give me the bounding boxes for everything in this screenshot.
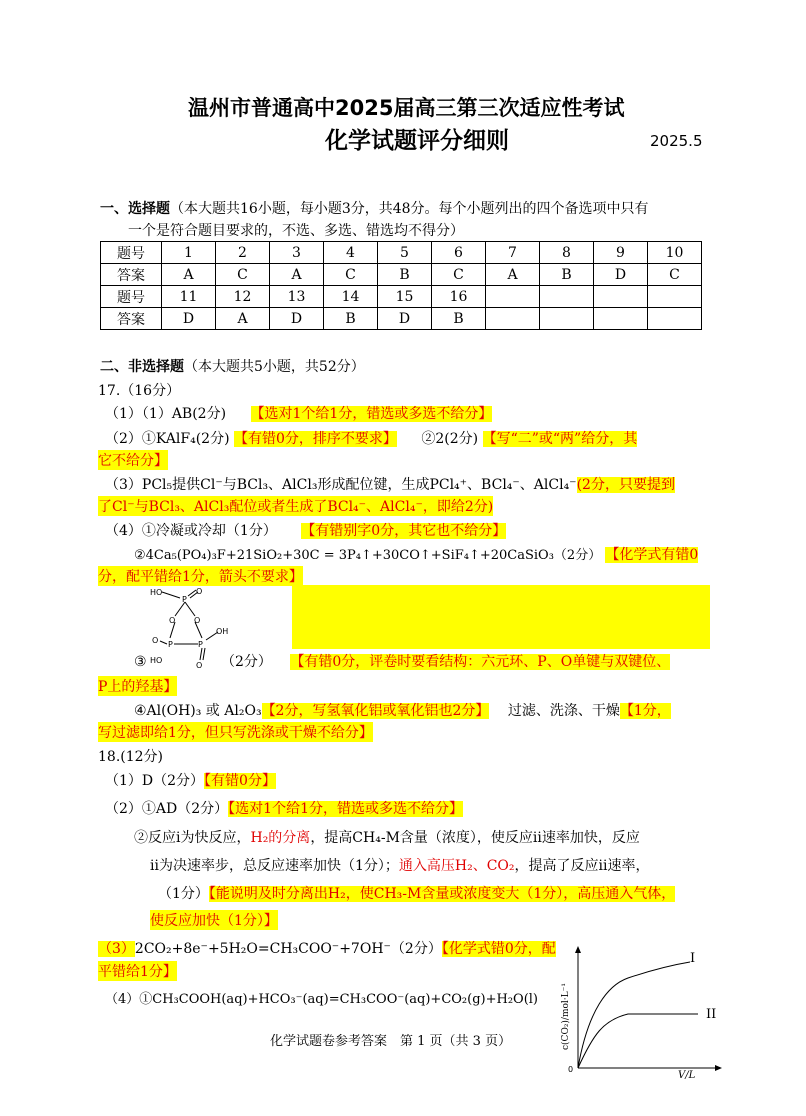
q17-label: 17.（16分） [98, 383, 181, 399]
q17-p3-note2: 了Cl⁻与BCl₃、AlCl₃配位或者生成了BCl₄⁻、AlCl₄⁻，即给2分) [98, 496, 493, 516]
table-cell: C [648, 264, 702, 286]
q18-label: 18.(12分) [98, 749, 164, 765]
q17-p4-note2: 【化学式有错0 [605, 547, 699, 563]
q17-p2-note3: 它不给分】 [98, 450, 168, 470]
q18-part2 [105, 798, 463, 818]
struct-label-p: P [198, 640, 203, 649]
table-cell: D [378, 308, 432, 330]
q17-p2-answer: （2）①KAlF₄(2分) [105, 431, 230, 447]
q18-part3 [98, 938, 556, 958]
q17-part4d [134, 700, 671, 720]
q17-p3-answer: （3）PCl₅提供Cl⁻与BCl₃、AlCl₃形成配位键，生成PCl₄⁺、BCl₄⁻、AlCl₄⁻ [105, 477, 577, 493]
q17-part3 [105, 474, 675, 494]
table-cell: B [324, 308, 378, 330]
section1-desc2: 一个是符合题目要求的，不选、多选、错选均不得分） [128, 223, 464, 239]
table-cell [486, 286, 540, 308]
table-cell: B [540, 264, 594, 286]
q18-p1-note: 【有错0分】 [204, 773, 276, 789]
table-cell [648, 308, 702, 330]
section1-heading: 一、选择题 [100, 201, 170, 217]
q18-p2-key1: H₂的分离 [250, 830, 311, 846]
table-cell: 题号 [101, 286, 162, 308]
section2-desc: （本大题共5小题，共52分） [184, 359, 365, 375]
table-cell: 3 [270, 242, 324, 264]
co2-chart [548, 940, 728, 1080]
q18-p2-key2: 通入高压H₂、CO₂ [398, 858, 515, 874]
q17-p4-note8: 写过滤即给1分，但只写洗涤或干燥不给分】 [98, 722, 373, 742]
q17-p3-note1: (2分，只要提到 [576, 477, 675, 493]
q17-p2-answer2: ②2(2分) [421, 431, 479, 447]
y-axis-label: c(CO₂)/mol·L⁻¹ [561, 983, 571, 1050]
table-cell: 8 [540, 242, 594, 264]
q17-p4-equation: ②4Ca₅(PO₄)₃F+21SiO₂+30C = 3P₄↑+30CO↑+SiF₄↑+20CaSiO₃（2分） [134, 548, 602, 563]
table-row [101, 264, 702, 286]
q18-p2-line2 [150, 855, 649, 875]
table-row [101, 242, 702, 264]
table-cell: D [162, 308, 216, 330]
table-cell: A [216, 308, 270, 330]
table-cell: 9 [594, 242, 648, 264]
table-cell [486, 308, 540, 330]
table-cell: 16 [432, 286, 486, 308]
q17-part1 [105, 403, 492, 423]
struct-label-o: O [196, 661, 203, 668]
q17-p4-note4: 【有错0分，评卷时要看结构：六元环、P、O单键与双键位、 [290, 654, 671, 670]
table-cell: 7 [486, 242, 540, 264]
series-label-II: II [706, 1007, 717, 1022]
q17-p4-note6: 【2分，写氢氧化铝或氧化铝也2分】 [261, 703, 490, 719]
table-cell: D [270, 308, 324, 330]
q17-p4-note5: P上的羟基】 [98, 676, 177, 696]
q17-part4a [105, 520, 506, 540]
series-line-II [578, 1014, 698, 1068]
q17-p1-answer: （1）（1）AB(2分) [105, 406, 227, 422]
table-cell: 题号 [101, 242, 162, 264]
q18-p3-equation: 2CO₂+8e⁻+5H₂O=CH₃COO⁻+7OH⁻（2分） [134, 941, 442, 957]
series-label-I: I [690, 951, 696, 966]
struct-label-o: O [152, 636, 159, 645]
q17-p4-c-index: ③ [134, 654, 147, 670]
q18-p3-note1: 【化学式错0分，配 [441, 941, 556, 957]
table-cell: 10 [648, 242, 702, 264]
table-cell: 答案 [101, 308, 162, 330]
struct-label-ho: HO [150, 656, 163, 665]
q18-p2-answer: （2）①AD（2分） [105, 801, 229, 817]
table-cell: A [162, 264, 216, 286]
q18-p2-text: ②反应ⅰ为快反应， [134, 830, 251, 846]
table-cell: D [594, 264, 648, 286]
table-cell: 2 [216, 242, 270, 264]
highlight-block [292, 585, 710, 649]
table-row [101, 286, 702, 308]
q18-p2-line3 [158, 883, 675, 903]
q17-p4-c-score: （2分） [221, 654, 272, 670]
struct-label-o: O [194, 616, 201, 625]
table-cell: 1 [162, 242, 216, 264]
struct-label-p: P [168, 640, 173, 649]
answer-table [100, 241, 702, 330]
table-cell: B [432, 308, 486, 330]
series-line-I [578, 962, 690, 1068]
q18-p3-note2: 平错给1分】 [98, 961, 177, 981]
table-cell: 13 [270, 286, 324, 308]
q18-p1-answer: （1）D（2分） [105, 773, 205, 789]
q18-p2-text: ⅱ为决速率步，总反应速率加快（1分）； [150, 858, 399, 874]
struct-label-p: P [182, 595, 187, 604]
table-cell [540, 308, 594, 330]
doc-date: 2025.5 [650, 132, 703, 150]
q17-p4-d-answer: ④Al(OH)₃ 或 Al₂O₃ [134, 703, 262, 719]
q17-p4-note7: 【1分， [619, 703, 671, 719]
exam-title: 温州市普通高中2025届高三第三次适应性考试 [188, 96, 625, 120]
q18-part1 [105, 770, 276, 790]
q17-p4-note3: 分，配平错给1分，箭头不要求】 [98, 566, 303, 586]
table-cell: 答案 [101, 264, 162, 286]
table-cell: B [378, 264, 432, 286]
q18-p2-score: （1分） [158, 886, 209, 902]
q18-p2-note2: 【能说明及时分离出H₂，使CH₃-M含量或浓度变大（1分），高压通入气体， [208, 886, 676, 902]
q17-part4c [134, 651, 670, 671]
table-cell: 14 [324, 286, 378, 308]
table-cell: 12 [216, 286, 270, 308]
struct-label-o: O [169, 616, 176, 625]
table-cell [594, 286, 648, 308]
section2-heading: 二、非选择题 [100, 359, 184, 375]
table-cell: C [216, 264, 270, 286]
table-cell [540, 286, 594, 308]
table-cell: 11 [162, 286, 216, 308]
table-row [101, 308, 702, 330]
struct-label-ho: HO [150, 588, 163, 597]
table-cell: C [432, 264, 486, 286]
table-cell [648, 286, 702, 308]
q17-p2-note2: 【写“二”或“两”给分，其 [482, 431, 638, 447]
x-axis-label: V/L [678, 1070, 696, 1080]
section1-desc1: （本大题共16小题，每小题3分，共48分。每个小题列出的四个备选项中只有 [170, 201, 649, 217]
table-cell: 4 [324, 242, 378, 264]
section2-header [100, 356, 365, 376]
x-axis-arrow [715, 1065, 722, 1071]
q18-p2-note: 【选对1个给1分，错选或多选不给分】 [228, 801, 463, 817]
y-axis-arrow [575, 946, 581, 953]
doc-title: 化学试题评分细则 [325, 128, 509, 154]
q18-p2-note3: 使反应加快（1分）】 [150, 910, 278, 930]
table-cell: 5 [378, 242, 432, 264]
struct-label-oh: OH [216, 627, 229, 636]
q17-p4-note1: 【有错别字0分，其它也不给分】 [301, 523, 507, 539]
q17-p1-note: 【选对1个给1分，错选或多选不给分】 [250, 406, 493, 422]
table-cell [594, 308, 648, 330]
q18-p3-index: （3） [98, 941, 135, 957]
section1-header [100, 198, 649, 218]
q17-part4b [134, 544, 698, 564]
origin-label: 0 [568, 1065, 574, 1074]
struct-label-o: O [196, 588, 203, 596]
q17-part2 [105, 428, 637, 448]
table-cell: A [270, 264, 324, 286]
q18-part4: （4）①CH₃COOH(aq)+HCO₃⁻(aq)=CH₃COO⁻(aq)+CO₂(g)+H₂O(l) [105, 992, 539, 1007]
table-cell: A [486, 264, 540, 286]
q18-p2-text: ，提高了反应ⅱ速率， [514, 858, 650, 874]
page-footer: 化学试题卷参考答案 第 1 页（共 3 页） [270, 1034, 512, 1049]
table-cell: C [324, 264, 378, 286]
q18-p2-line1 [134, 827, 640, 847]
q17-p4-answer1: （4）①冷凝或冷却（1分） [105, 523, 277, 539]
table-cell: 15 [378, 286, 432, 308]
q17-p2-note1: 【有错0分，排序不要求】 [234, 431, 397, 447]
q18-p2-text: ，提高CH₄-M含量（浓度），使反应ⅱ速率加快，反应 [310, 830, 640, 846]
table-cell: 6 [432, 242, 486, 264]
q17-p4-d-answer2: 过滤、洗涤、干燥 [507, 703, 620, 719]
